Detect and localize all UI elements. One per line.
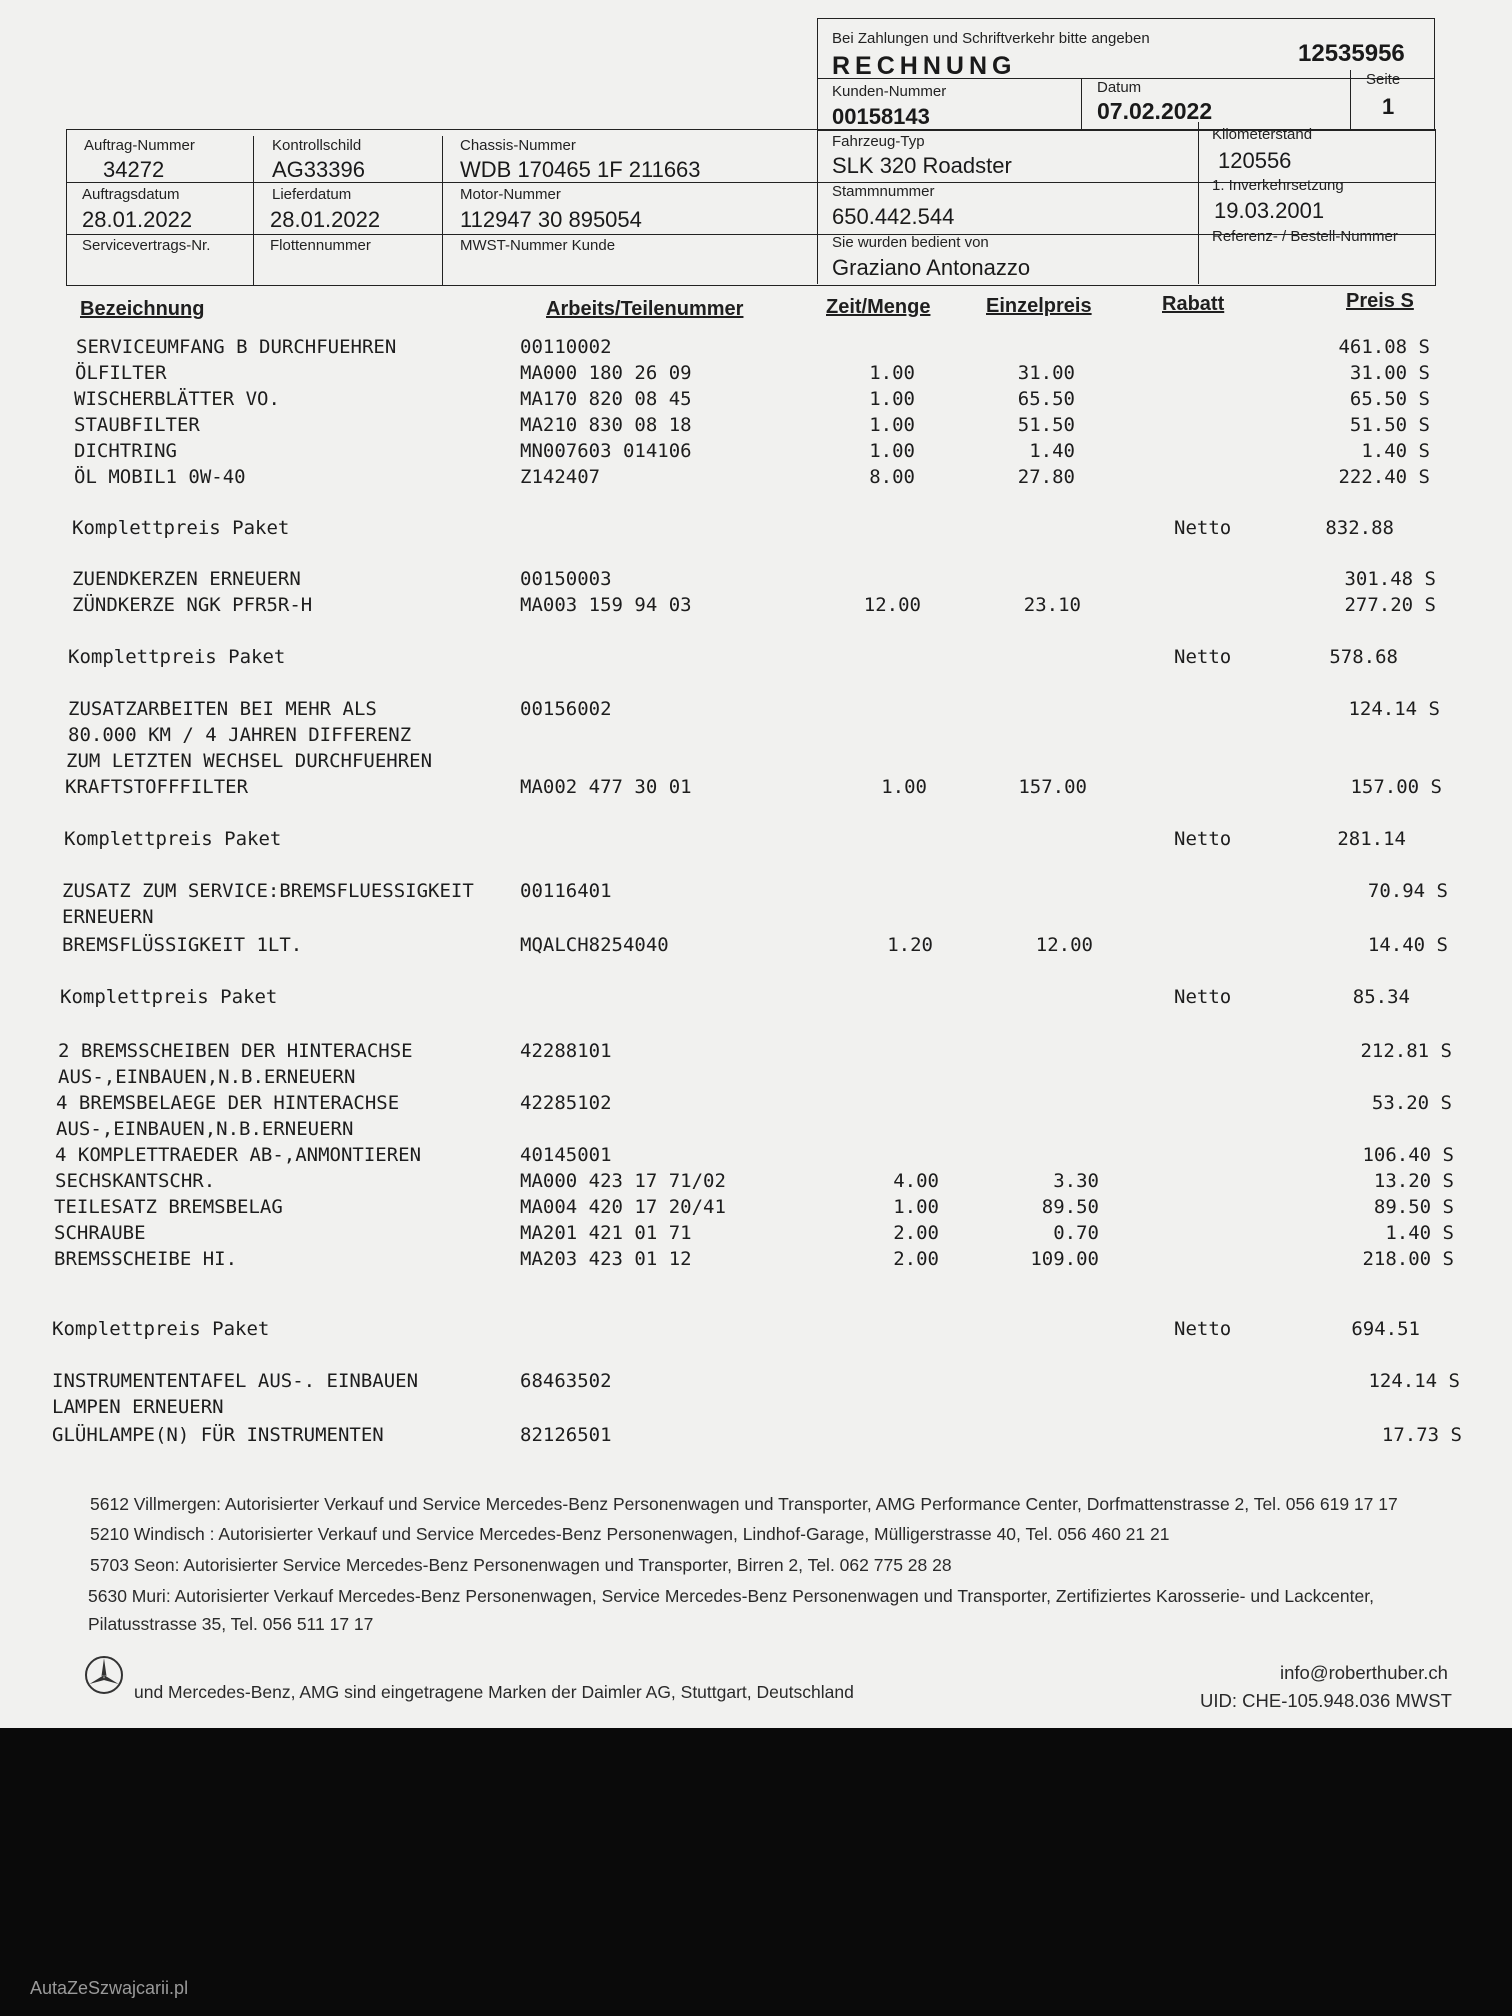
line-description: ZUENDKERZEN ERNEUERN xyxy=(72,568,301,590)
table-row xyxy=(54,1196,1454,1222)
line-description: 4 BREMSBELAEGE DER HINTERACHSE xyxy=(56,1092,400,1114)
package-subtotal-row xyxy=(68,646,1438,672)
table-row xyxy=(58,1040,1452,1066)
auftrag-nummer-value: 34272 xyxy=(103,157,165,182)
trademark-note: und Mercedes-Benz, AMG sind eingetragene Marken der Daimler AG, Stuttgart, Deutschland xyxy=(134,1682,854,1702)
line-description: STAUBFILTER xyxy=(74,414,200,436)
line-description: LAMPEN ERNEUERN xyxy=(52,1396,224,1418)
line-description: AUS-,EINBAUEN,N.B.ERNEUERN xyxy=(58,1066,356,1088)
datum-label: Datum xyxy=(1097,79,1142,96)
line-description: SERVICEUMFANG B DURCHFUEHREN xyxy=(76,336,397,358)
line-unit-price: 0.70 xyxy=(1053,1222,1099,1244)
line-discount: Netto xyxy=(1174,1318,1232,1340)
line-part-number: 00150003 xyxy=(520,568,612,590)
line-unit-price: 27.80 xyxy=(1017,466,1075,488)
table-row xyxy=(54,1222,1454,1248)
line-part-number: MA000 423 17 71/02 xyxy=(520,1170,726,1192)
kilometerstand-value: 120556 xyxy=(1218,148,1292,173)
table-row xyxy=(66,750,1440,776)
table-row xyxy=(74,466,1430,492)
package-subtotal-row xyxy=(52,1318,1460,1344)
line-description: Komplettpreis Paket xyxy=(60,986,278,1008)
stammnummer-value: 650.442.544 xyxy=(832,204,955,229)
line-price: 31.00 S xyxy=(1349,362,1430,384)
branch-muri: 5630 Muri: Autorisierter Verkauf Mercedes-Benz Personenwagen, Service Mercedes-Benz Personenwagen und Transporter, Zertifiziertes Karosserie- und Lackcenter, xyxy=(88,1586,1374,1606)
branch-muri-address: Pilatusstrasse 35, Tel. 056 511 17 17 xyxy=(88,1614,374,1634)
lieferdatum-value: 28.01.2022 xyxy=(270,207,381,232)
mercedes-star-icon xyxy=(84,1655,124,1695)
col-nummer: Arbeits/Teilenummer xyxy=(546,298,744,320)
fahrzeug-typ-label: Fahrzeug-Typ xyxy=(832,133,925,150)
footer-uid: UID: CHE-105.948.036 MWST xyxy=(1200,1690,1452,1711)
invoice-number: 12535956 xyxy=(1298,40,1405,67)
line-part-number: MA000 180 26 09 xyxy=(520,362,692,384)
table-row xyxy=(65,776,1442,802)
watermark: AutaZeSzwajcarii.pl xyxy=(30,1978,189,1998)
line-description: WISCHERBLÄTTER VO. xyxy=(74,388,280,410)
table-row xyxy=(52,1424,1462,1450)
table-row xyxy=(56,1118,1452,1144)
line-description: DICHTRING xyxy=(74,440,177,462)
table-row xyxy=(52,1396,1460,1422)
table-row xyxy=(68,698,1440,724)
line-quantity: 8.00 xyxy=(869,466,915,488)
line-description: ÖLFILTER xyxy=(75,362,167,384)
line-price: 53.20 S xyxy=(1371,1092,1452,1114)
line-part-number: 42285102 xyxy=(520,1092,612,1114)
line-description: ZUM LETZTEN WECHSEL DURCHFUEHREN xyxy=(66,750,433,772)
line-description: GLÜHLAMPE(N) FÜR INSTRUMENTEN xyxy=(52,1424,384,1446)
line-price: 218.00 S xyxy=(1362,1248,1454,1270)
line-price: 13.20 S xyxy=(1373,1170,1454,1192)
line-price: 281.14 xyxy=(1337,828,1406,850)
line-description: Komplettpreis Paket xyxy=(72,517,290,539)
table-row xyxy=(72,594,1436,620)
photo-background xyxy=(0,1728,1512,2016)
chassis-nummer-value: WDB 170465 1F 211663 xyxy=(460,157,701,182)
lieferdatum-label: Lieferdatum xyxy=(272,186,352,203)
line-price: 578.68 xyxy=(1329,646,1398,668)
table-row xyxy=(75,362,1430,388)
line-description: SECHSKANTSCHR. xyxy=(55,1170,216,1192)
line-price: 124.14 S xyxy=(1368,1370,1460,1392)
line-quantity: 2.00 xyxy=(893,1222,939,1244)
line-price: 222.40 S xyxy=(1338,466,1430,488)
kilometerstand-label: Kilometerstand xyxy=(1212,126,1313,143)
line-unit-price: 12.00 xyxy=(1035,934,1093,956)
kontrollschild-label: Kontrollschild xyxy=(272,137,362,154)
line-price: 1.40 S xyxy=(1361,440,1430,462)
line-price: 212.81 S xyxy=(1360,1040,1452,1062)
kunden-nummer-label: Kunden-Nummer xyxy=(832,83,947,100)
payment-note: Bei Zahlungen und Schriftverkehr bitte angeben xyxy=(832,30,1150,47)
line-unit-price: 31.00 xyxy=(1017,362,1075,384)
table-row xyxy=(54,1248,1454,1274)
line-description: BREMSFLÜSSIGKEIT 1LT. xyxy=(62,934,303,956)
line-description: Komplettpreis Paket xyxy=(52,1318,270,1340)
line-quantity: 1.00 xyxy=(869,362,915,384)
footer-email: info@roberthuber.ch xyxy=(1280,1662,1448,1683)
col-preis: Preis S xyxy=(1346,290,1414,312)
datum-value: 07.02.2022 xyxy=(1097,98,1213,124)
line-part-number: MA203 423 01 12 xyxy=(520,1248,692,1270)
bedient-von-value: Graziano Antonazzo xyxy=(832,255,1031,280)
line-unit-price: 157.00 xyxy=(1018,776,1087,798)
line-discount: Netto xyxy=(1174,986,1232,1008)
line-part-number: 82126501 xyxy=(520,1424,612,1446)
package-subtotal-row xyxy=(72,517,1434,543)
line-part-number: 00156002 xyxy=(520,698,612,720)
table-row xyxy=(68,724,1440,750)
line-price: 277.20 S xyxy=(1344,594,1436,616)
fahrzeug-typ-value: SLK 320 Roadster xyxy=(832,153,1012,178)
line-description: 4 KOMPLETTRAEDER AB-,ANMONTIEREN xyxy=(55,1144,422,1166)
auftragsdatum-value: 28.01.2022 xyxy=(82,207,193,232)
line-description: TEILESATZ BREMSBELAG xyxy=(54,1196,283,1218)
line-price: 1.40 S xyxy=(1385,1222,1454,1244)
line-part-number: Z142407 xyxy=(520,466,601,488)
auftragsdatum-label: Auftragsdatum xyxy=(82,186,180,203)
line-unit-price: 3.30 xyxy=(1053,1170,1099,1192)
line-part-number: MA003 159 94 03 xyxy=(520,594,692,616)
kunden-nummer-value: 00158143 xyxy=(832,104,930,129)
line-part-number: MA004 420 17 20/41 xyxy=(520,1196,726,1218)
line-unit-price: 51.50 xyxy=(1017,414,1075,436)
line-description: SCHRAUBE xyxy=(54,1222,146,1244)
table-row xyxy=(74,388,1430,414)
line-quantity: 1.00 xyxy=(869,388,915,410)
line-price: 85.34 xyxy=(1352,986,1410,1008)
package-subtotal-row xyxy=(64,828,1446,854)
line-price: 51.50 S xyxy=(1349,414,1430,436)
line-description: ÖL MOBIL1 0W-40 xyxy=(74,466,246,488)
chassis-nummer-label: Chassis-Nummer xyxy=(460,137,576,154)
package-subtotal-row xyxy=(60,986,1450,1012)
line-description: KRAFTSTOFFFILTER xyxy=(65,776,249,798)
line-unit-price: 89.50 xyxy=(1041,1196,1099,1218)
bedient-von-label: Sie wurden bedient von xyxy=(832,234,989,251)
doc-title: RECHNUNG xyxy=(832,52,1017,80)
line-description: Komplettpreis Paket xyxy=(68,646,286,668)
line-discount: Netto xyxy=(1174,517,1232,539)
col-bezeichnung: Bezeichnung xyxy=(80,298,205,320)
line-price: 124.14 S xyxy=(1348,698,1440,720)
line-price: 694.51 xyxy=(1351,1318,1420,1340)
line-price: 14.40 S xyxy=(1367,934,1448,956)
line-discount: Netto xyxy=(1174,828,1232,850)
motor-nummer-label: Motor-Nummer xyxy=(460,186,561,203)
line-unit-price: 1.40 xyxy=(1029,440,1075,462)
line-quantity: 1.00 xyxy=(893,1196,939,1218)
line-quantity: 1.00 xyxy=(881,776,927,798)
referenz-label: Referenz- / Bestell-Nummer xyxy=(1212,228,1398,245)
col-einzelpreis: Einzelpreis xyxy=(986,295,1092,317)
seite-value: 1 xyxy=(1382,94,1395,119)
line-part-number: MA201 421 01 71 xyxy=(520,1222,692,1244)
inverkehrsetzung-value: 19.03.2001 xyxy=(1214,198,1325,223)
line-price: 301.48 S xyxy=(1344,568,1436,590)
flottennummer-label: Flottennummer xyxy=(270,237,371,254)
line-part-number: MQALCH8254040 xyxy=(520,934,669,956)
table-row xyxy=(55,1170,1454,1196)
line-quantity: 1.00 xyxy=(869,414,915,436)
col-menge: Zeit/Menge xyxy=(826,296,931,318)
servicevertrags-label: Servicevertrags-Nr. xyxy=(82,237,211,254)
branch-windisch: 5210 Windisch : Autorisierter Verkauf und Service Mercedes-Benz Personenwagen, Lindhof-Garage, Mülligerstrasse 40, Tel. 056 460 21 21 xyxy=(90,1524,1170,1544)
line-part-number: MA170 820 08 45 xyxy=(520,388,692,410)
line-part-number: 00110002 xyxy=(520,336,612,358)
table-row xyxy=(62,934,1448,960)
line-price: 832.88 xyxy=(1325,517,1394,539)
line-price: 65.50 S xyxy=(1349,388,1430,410)
line-part-number: 42288101 xyxy=(520,1040,612,1062)
table-row xyxy=(74,440,1430,466)
line-description: ZUSATZ ZUM SERVICE:BREMSFLUESSIGKEIT xyxy=(62,880,474,902)
line-description: INSTRUMENTENTAFEL AUS-. EINBAUEN xyxy=(52,1370,419,1392)
line-unit-price: 23.10 xyxy=(1023,594,1081,616)
line-part-number: 68463502 xyxy=(520,1370,612,1392)
table-row xyxy=(74,414,1430,440)
kontrollschild-value: AG33396 xyxy=(272,157,365,182)
motor-nummer-value: 112947 30 895054 xyxy=(460,207,642,232)
stammnummer-label: Stammnummer xyxy=(832,183,935,200)
table-row xyxy=(55,1144,1454,1170)
table-row xyxy=(76,336,1430,362)
col-rabatt: Rabatt xyxy=(1162,293,1225,315)
line-description: AUS-,EINBAUEN,N.B.ERNEUERN xyxy=(56,1118,354,1140)
line-price: 70.94 S xyxy=(1367,880,1448,902)
line-quantity: 2.00 xyxy=(893,1248,939,1270)
line-discount: Netto xyxy=(1174,646,1232,668)
line-description: Komplettpreis Paket xyxy=(64,828,282,850)
line-unit-price: 65.50 xyxy=(1017,388,1075,410)
table-row xyxy=(52,1370,1460,1396)
table-row xyxy=(58,1066,1452,1092)
auftrag-nummer-label: Auftrag-Nummer xyxy=(84,137,195,154)
table-row xyxy=(62,880,1448,906)
line-quantity: 12.00 xyxy=(863,594,921,616)
line-description: ZÜNDKERZE NGK PFR5R-H xyxy=(72,594,313,616)
mwst-nummer-label: MWST-Nummer Kunde xyxy=(460,237,616,254)
line-description: 80.000 KM / 4 JAHREN DIFFERENZ xyxy=(68,724,412,746)
line-quantity: 1.20 xyxy=(887,934,933,956)
line-part-number: MN007603 014106 xyxy=(520,440,692,462)
line-price: 89.50 S xyxy=(1373,1196,1454,1218)
branch-villmergen: 5612 Villmergen: Autorisierter Verkauf und Service Mercedes-Benz Personenwagen und Transporter, AMG Performance Center, Dorfmattenstrasse 2, Tel. 056 619 17 17 xyxy=(90,1494,1398,1514)
line-quantity: 4.00 xyxy=(893,1170,939,1192)
line-part-number: 00116401 xyxy=(520,880,612,902)
line-description: 2 BREMSSCHEIBEN DER HINTERACHSE xyxy=(58,1040,413,1062)
line-unit-price: 109.00 xyxy=(1030,1248,1099,1270)
line-description: ZUSATZARBEITEN BEI MEHR ALS xyxy=(68,698,377,720)
branch-seon: 5703 Seon: Autorisierter Service Mercedes-Benz Personenwagen und Transporter, Birren 2, Tel. 062 775 28 28 xyxy=(90,1555,952,1575)
inverkehrsetzung-label: 1. Inverkehrsetzung xyxy=(1212,177,1344,194)
line-price: 461.08 S xyxy=(1338,336,1430,358)
table-row xyxy=(72,568,1436,594)
line-part-number: MA002 477 30 01 xyxy=(520,776,692,798)
line-price: 157.00 S xyxy=(1350,776,1442,798)
line-description: ERNEUERN xyxy=(62,906,154,928)
line-part-number: MA210 830 08 18 xyxy=(520,414,692,436)
table-row xyxy=(62,906,1448,932)
line-part-number: 40145001 xyxy=(520,1144,612,1166)
line-quantity: 1.00 xyxy=(869,440,915,462)
table-row xyxy=(56,1092,1452,1118)
seite-label: Seite xyxy=(1366,71,1401,88)
line-price: 17.73 S xyxy=(1381,1424,1462,1446)
line-price: 106.40 S xyxy=(1362,1144,1454,1166)
line-description: BREMSSCHEIBE HI. xyxy=(54,1248,238,1270)
